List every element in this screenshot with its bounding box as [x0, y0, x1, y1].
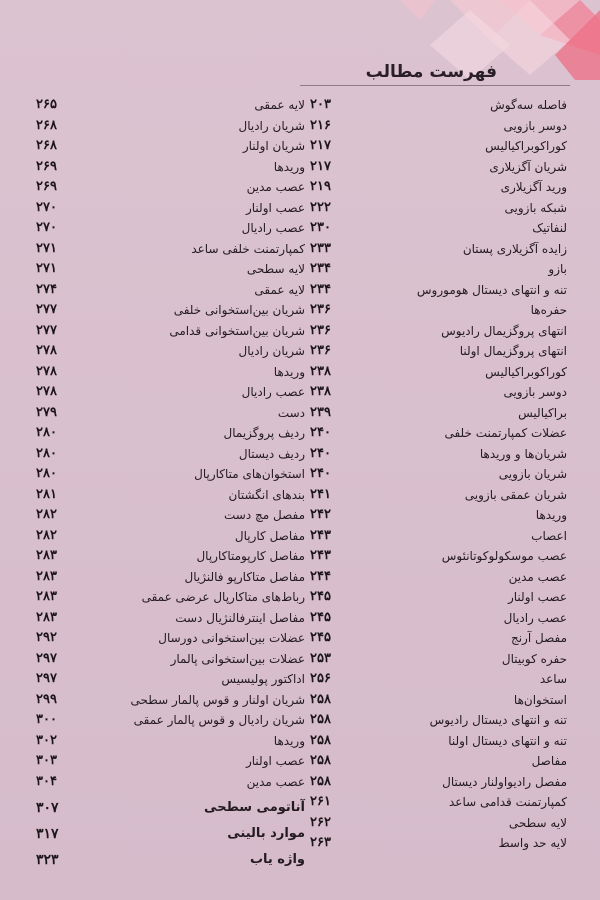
toc-entry	[310, 116, 575, 137]
toc-entry	[36, 444, 305, 465]
toc-entry	[36, 821, 305, 847]
toc-entry-page-number: ۲۴۱	[310, 486, 331, 502]
toc-entry	[36, 116, 305, 137]
title-underline	[300, 85, 570, 86]
toc-entry-page-number: ۲۶۳	[310, 835, 331, 850]
toc-entry-page-number: ۲۹۹	[36, 691, 57, 707]
toc-entry-title: کمپارتمنت قدامی ساعد	[448, 795, 567, 809]
toc-entry	[310, 567, 575, 588]
toc-entry	[310, 341, 575, 362]
toc-entry	[36, 731, 305, 752]
toc-entry-title: لنفاتیک	[532, 221, 567, 235]
toc-entry-page-number: ۲۵۸	[310, 773, 331, 789]
toc-entry	[310, 382, 575, 403]
toc-entry	[310, 218, 575, 239]
toc-entry-title: مفاصل کارپال	[234, 528, 305, 543]
toc-entry	[310, 526, 575, 547]
toc-entry	[310, 813, 575, 834]
toc-entry-title: حفره کوبیتال	[501, 651, 567, 666]
toc-entry-page-number: ۲۳۶	[310, 322, 331, 338]
toc-entry-title: عصب مدین	[246, 774, 305, 789]
toc-entry	[36, 710, 305, 731]
toc-entry-page-number: ۲۸۳	[36, 589, 57, 604]
toc-entry	[310, 751, 575, 772]
toc-entry-title: اعصاب	[531, 528, 567, 543]
toc-entry-title: فاصله سه‌گوش	[490, 98, 567, 112]
toc-entry-page-number: ۲۸۳	[36, 609, 57, 625]
toc-entry-title: مفاصل	[531, 754, 567, 768]
toc-entry-page-number: ۲۸۱	[36, 486, 57, 502]
toc-entry-page-number: ۲۶۱	[310, 794, 331, 809]
toc-entry-title: موارد بالینی	[227, 826, 305, 841]
toc-entry-title: عصب موسکولوکوتانئوس	[441, 549, 567, 563]
toc-entry-title: شریان بین‌استخوانی قدامی	[169, 323, 305, 338]
page-title-text: فهرست مطالب	[365, 62, 497, 82]
toc-entry	[310, 485, 575, 506]
toc-entry	[310, 464, 575, 485]
toc-entry	[36, 464, 305, 485]
toc-entry	[310, 95, 575, 116]
toc-entry-page-number: ۲۸۲	[36, 527, 57, 543]
toc-entry-title: شریان رادیال و قوس پالمار عمقی	[133, 713, 305, 727]
toc-entry-page-number: ۲۴۵	[310, 609, 331, 625]
toc-entry	[310, 198, 575, 219]
toc-entry-page-number: ۲۷۷	[36, 322, 57, 338]
toc-entry-title: مفاصل متاکارپو فالنژیال	[184, 569, 305, 584]
toc-entry-title: شریان رادیال	[238, 344, 305, 358]
toc-entry-title: شریان‌ها و وریدها	[479, 446, 567, 461]
toc-entry-page-number: ۳۰۲	[36, 732, 57, 748]
toc-entry-title: شریان اولنار و قوس پالمار سطحی	[130, 692, 305, 707]
toc-entry-title: کمپارتمنت خلفی ساعد	[191, 241, 305, 256]
toc-main-sections	[36, 795, 305, 873]
toc-entry-title: اداکتور پولیسیس	[221, 672, 305, 686]
toc-entry	[310, 772, 575, 793]
toc-entry-page-number: ۲۵۸	[310, 712, 331, 727]
toc-entry-title: وریدها	[535, 508, 567, 522]
toc-entry-page-number: ۳۰۰	[36, 712, 57, 727]
toc-entry-page-number: ۲۵۸	[310, 732, 331, 748]
toc-entry-title: مفصل مچ دست	[224, 508, 305, 522]
toc-entry-page-number: ۳۲۳	[36, 852, 59, 868]
toc-entry	[310, 546, 575, 567]
toc-entry-page-number: ۲۷۸	[36, 343, 57, 358]
toc-entry-page-number: ۲۹۷	[36, 650, 57, 666]
toc-entry-title: استخوان‌های متاکارپال	[194, 467, 305, 481]
toc-entry-title: تنه و انتهای دیستال رادیوس	[429, 713, 567, 727]
toc-entry	[310, 136, 575, 157]
toc-entry-title: بازو	[548, 262, 567, 276]
toc-entry	[310, 731, 575, 752]
toc-entry	[310, 649, 575, 670]
toc-entry-title: کوراکوبراکیالیس	[485, 139, 567, 153]
toc-entry-page-number: ۲۴۰	[310, 445, 331, 461]
toc-entry-title: دوسر بازویی	[503, 385, 567, 399]
toc-entry-page-number: ۲۱۷	[310, 138, 331, 153]
toc-entry-title: عصب مدین	[246, 180, 305, 194]
toc-entry-title: آناتومی سطحی	[204, 800, 305, 815]
toc-right-column	[310, 95, 575, 854]
toc-entry-page-number: ۲۳۸	[310, 363, 331, 379]
toc-entry-page-number: ۲۷۱	[36, 240, 57, 256]
toc-entry-title: تنه و انتهای دیستال هوموروس	[416, 282, 567, 297]
toc-entry-page-number: ۲۶۹	[36, 179, 57, 194]
toc-entry-page-number: ۲۳۴	[310, 261, 331, 276]
toc-entry-page-number: ۲۱۷	[310, 158, 331, 174]
toc-entry-page-number: ۲۴۴	[310, 568, 331, 584]
toc-entry	[36, 177, 305, 198]
toc-entry	[310, 628, 575, 649]
toc-entry-page-number: ۲۴۲	[310, 507, 331, 522]
toc-entry-page-number: ۲۷۰	[36, 220, 57, 235]
toc-entry	[36, 423, 305, 444]
toc-entry-page-number: ۲۷۸	[36, 384, 57, 399]
toc-entry	[36, 690, 305, 711]
toc-entry-page-number: ۲۸۰	[36, 466, 57, 481]
toc-entry-title: عصب اولنار	[507, 590, 567, 604]
toc-entry-title: شریان بین‌استخوانی خلفی	[173, 303, 305, 317]
toc-entry	[36, 772, 305, 793]
toc-entry-title: ورید آگزیلاری	[500, 180, 567, 194]
toc-entry-title: لایه حد واسط	[498, 836, 567, 850]
toc-entry-title: مفصل آرنج	[510, 631, 567, 645]
toc-entry-title: عصب رادیال	[241, 221, 305, 235]
toc-entry-page-number: ۲۶۵	[36, 97, 57, 112]
toc-entry-page-number: ۳۱۷	[36, 826, 59, 842]
toc-entry-page-number: ۲۴۰	[310, 425, 331, 440]
toc-entry	[36, 280, 305, 301]
toc-entry-page-number: ۲۶۲	[310, 814, 331, 830]
toc-entry-title: لایه سطحی	[508, 815, 567, 830]
toc-entry-title: شریان رادیال	[238, 118, 305, 133]
toc-entry	[310, 321, 575, 342]
toc-entry	[310, 403, 575, 424]
toc-entry-title: شریان بازویی	[498, 467, 567, 481]
toc-entry-title: ردیف پروگزیمال	[223, 426, 305, 440]
toc-entry	[310, 423, 575, 444]
toc-entry-title: شریان عمقی بازویی	[464, 487, 567, 502]
toc-entry-page-number: ۲۸۳	[36, 548, 57, 563]
toc-entry-page-number: ۲۸۳	[36, 568, 57, 584]
toc-entry-page-number: ۲۳۸	[310, 384, 331, 399]
toc-entry-title: دوسر بازویی	[503, 118, 567, 133]
toc-entry-page-number: ۲۱۹	[310, 179, 331, 194]
toc-entry	[36, 567, 305, 588]
toc-entry	[36, 649, 305, 670]
toc-entry	[36, 795, 305, 821]
toc-entry	[310, 710, 575, 731]
toc-entry	[36, 403, 305, 424]
toc-entry-page-number: ۲۷۹	[36, 404, 57, 420]
toc-left-column	[36, 95, 305, 792]
toc-entry	[36, 587, 305, 608]
toc-entry-title: زایده آگزیلاری پستان	[462, 241, 567, 256]
toc-entry-page-number: ۲۸۰	[36, 445, 57, 461]
toc-entry-page-number: ۲۴۰	[310, 466, 331, 481]
toc-entry-title: بندهای انگشتان	[228, 487, 305, 502]
toc-entry-title: ساعد	[539, 672, 567, 686]
toc-entry	[36, 239, 305, 260]
toc-entry	[36, 751, 305, 772]
toc-entry	[36, 608, 305, 629]
toc-entry-page-number: ۲۷۷	[36, 302, 57, 317]
toc-entry-title: دست	[277, 405, 305, 420]
toc-entry	[310, 280, 575, 301]
toc-entry	[310, 300, 575, 321]
toc-entry-title: شریان اولنار	[242, 139, 305, 153]
toc-entry-page-number: ۲۰۳	[310, 97, 331, 112]
toc-entry-page-number: ۲۴۵	[310, 589, 331, 604]
toc-entry	[36, 136, 305, 157]
toc-entry	[36, 847, 305, 873]
toc-entry-page-number: ۲۵۳	[310, 650, 331, 666]
toc-entry-title: وریدها	[273, 733, 305, 748]
toc-entry-page-number: ۲۵۸	[310, 753, 331, 768]
toc-entry	[36, 382, 305, 403]
toc-entry-page-number: ۲۸۰	[36, 425, 57, 440]
toc-entry-title: رباط‌های متاکارپال عرضی عمقی	[141, 590, 305, 604]
toc-entry	[310, 792, 575, 813]
toc-entry-title: وریدها	[273, 159, 305, 174]
toc-entry-title: لایه عمقی	[254, 282, 305, 297]
toc-entry	[36, 157, 305, 178]
toc-entry	[310, 157, 575, 178]
toc-entry	[36, 362, 305, 383]
toc-entry-page-number: ۳۰۴	[36, 773, 57, 789]
toc-entry-page-number: ۲۷۴	[36, 281, 57, 297]
toc-entry-page-number: ۳۰۳	[36, 753, 57, 768]
page-title	[366, 62, 497, 82]
toc-entry	[310, 833, 575, 854]
toc-entry-title: استخوان‌ها	[513, 692, 567, 707]
toc-entry-title: عصب مدین	[508, 569, 567, 584]
toc-entry	[36, 526, 305, 547]
toc-entry	[310, 444, 575, 465]
toc-entry-page-number: ۳۰۷	[36, 800, 59, 816]
toc-entry-title: عضلات کمپارتمنت خلفی	[444, 426, 567, 440]
toc-entry-title: عصب اولنار	[245, 754, 305, 768]
toc-entry-page-number: ۲۹۷	[36, 671, 57, 686]
toc-entry-page-number: ۲۶۹	[36, 158, 57, 174]
toc-entry-title: وریدها	[273, 364, 305, 379]
toc-entry-page-number: ۲۴۳	[310, 548, 331, 563]
toc-entry-title: شریان آگزیلاری	[489, 159, 567, 174]
toc-entry-page-number: ۲۷۱	[36, 261, 57, 276]
toc-entry-title: واژه یاب	[249, 852, 305, 867]
toc-entry	[310, 505, 575, 526]
toc-entry	[310, 690, 575, 711]
toc-entry	[310, 587, 575, 608]
toc-entry-title: عصب اولنار	[245, 200, 305, 215]
toc-entry-title: عصب رادیال	[503, 610, 567, 625]
toc-entry-title: انتهای پروگزیمال رادیوس	[441, 323, 567, 338]
toc-entry-title: براکیالیس	[518, 405, 567, 420]
toc-entry-page-number: ۲۷۰	[36, 199, 57, 215]
toc-entry-title: ردیف دیستال	[238, 446, 305, 461]
toc-entry	[36, 218, 305, 239]
toc-entry	[36, 198, 305, 219]
toc-entry-title: عضلات بین‌استخوانی پالمار	[170, 651, 305, 666]
toc-entry	[36, 259, 305, 280]
toc-entry	[310, 669, 575, 690]
toc-entry	[310, 362, 575, 383]
toc-entry-title: حفره‌ها	[530, 303, 567, 317]
toc-entry-page-number: ۲۹۲	[36, 630, 57, 645]
toc-entry	[310, 177, 575, 198]
toc-entry	[310, 259, 575, 280]
toc-entry-title: تنه و انتهای دیستال اولنا	[448, 733, 567, 748]
toc-entry-page-number: ۲۴۳	[310, 527, 331, 543]
toc-entry-page-number: ۲۳۶	[310, 302, 331, 317]
toc-entry	[36, 505, 305, 526]
toc-entry-page-number: ۲۶۸	[36, 138, 57, 153]
toc-entry-page-number: ۲۷۸	[36, 363, 57, 379]
toc-entry-page-number: ۲۵۶	[310, 671, 331, 686]
toc-entry-title: عضلات بین‌استخوانی دورسال	[158, 631, 305, 645]
toc-entry-page-number: ۲۴۵	[310, 630, 331, 645]
toc-entry-title: عصب رادیال	[241, 385, 305, 399]
toc-entry-title: لایه سطحی	[246, 262, 305, 276]
toc-entry-page-number: ۲۲۲	[310, 199, 331, 215]
toc-entry-title: مفاصل اینترفالنژیال دست	[175, 610, 305, 625]
toc-entry	[36, 300, 305, 321]
toc-entry-title: شبکه بازویی	[504, 200, 567, 215]
toc-entry-page-number: ۲۳۹	[310, 404, 331, 420]
toc-entry	[36, 321, 305, 342]
toc-entry-title: انتهای پروگزیمال اولنا	[459, 344, 567, 358]
toc-entry	[36, 485, 305, 506]
toc-entry-page-number: ۲۳۰	[310, 220, 331, 235]
toc-entry-page-number: ۲۵۸	[310, 691, 331, 707]
toc-entry-title: لایه عمقی	[254, 98, 305, 112]
toc-entry	[36, 341, 305, 362]
toc-entry	[36, 628, 305, 649]
toc-entry	[310, 608, 575, 629]
toc-entry	[36, 95, 305, 116]
toc-entry	[36, 546, 305, 567]
toc-entry-page-number: ۲۸۲	[36, 507, 57, 522]
toc-entry-title: کوراکوبراکیالیس	[485, 364, 567, 379]
toc-entry-page-number: ۲۱۶	[310, 117, 331, 133]
toc-entry-title: مفصل رادیواولنار دیستال	[442, 774, 567, 789]
toc-entry-page-number: ۲۳۶	[310, 343, 331, 358]
toc-entry-page-number: ۲۳۳	[310, 240, 331, 256]
toc-entry-page-number: ۲۶۸	[36, 117, 57, 133]
toc-entry-title: مفاصل کارپومتاکارپال	[196, 549, 305, 563]
toc-entry	[310, 239, 575, 260]
toc-entry-page-number: ۲۳۴	[310, 281, 331, 297]
toc-entry	[36, 669, 305, 690]
